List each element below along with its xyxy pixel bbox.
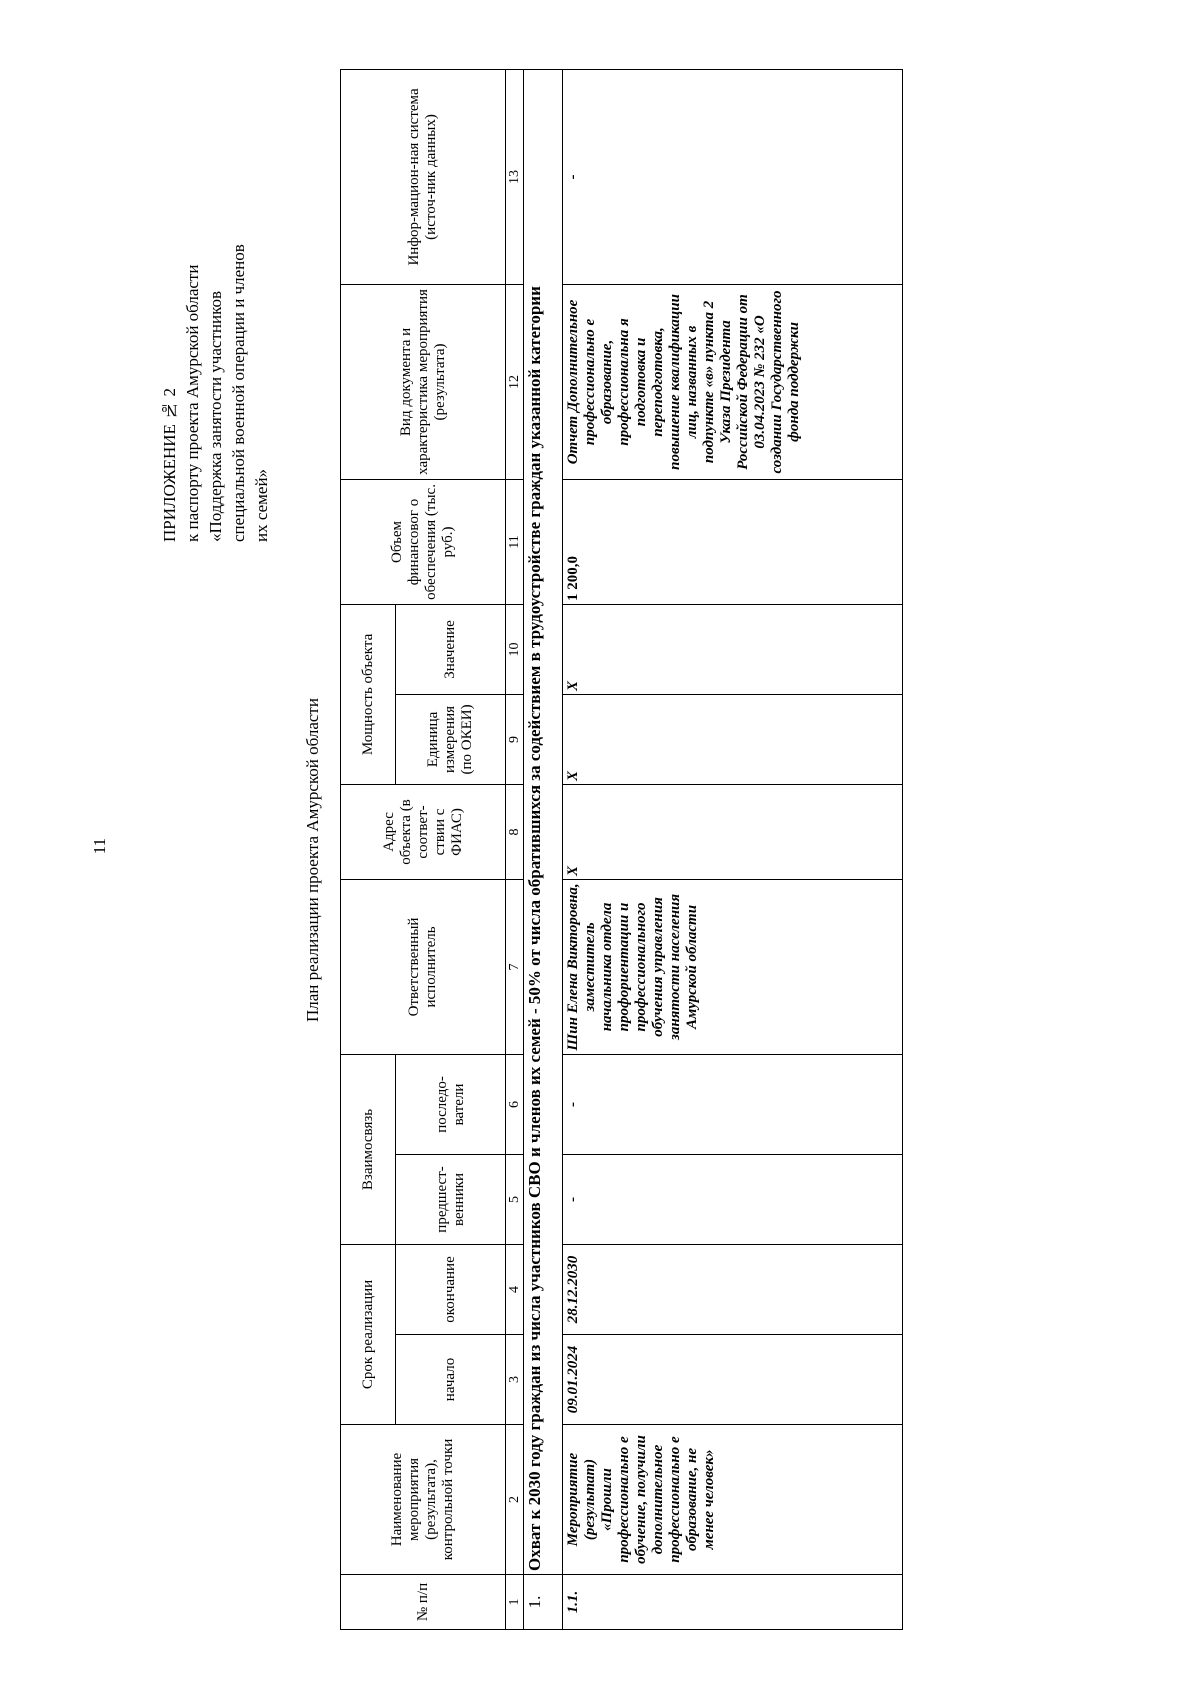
row-document: Отчет Дополнительное профессионально е образование, профессиональна я подготовка и переподготовка, повышение квалификации лиц, названных в подпункте «в» пункта 2 Указа Президента Российской Федерации от 03.04.2023 № 232 «О создании Государственного фонда поддержки: [563, 284, 903, 479]
header-finance: Объем финансовог о обеспечения (тыс. руб.): [341, 479, 506, 604]
row-unit: X: [563, 694, 903, 784]
header-responsible: Ответственный исполнитель: [341, 879, 506, 1054]
header-value: Значение: [396, 604, 506, 694]
row-start-date: 09.01.2024: [563, 1335, 903, 1425]
plan-table-wrapper: [340, 70, 1008, 1630]
header-end: окончание: [396, 1244, 506, 1334]
appendix-header: ПРИЛОЖЕНИЕ № 2 к паспорту проекта Амурской области «Поддержка занятости участников специальной военной операции и членов их семей»: [160, 244, 271, 542]
col-number: 4: [506, 1244, 524, 1334]
row-successors: -: [563, 1054, 903, 1154]
row-address: X: [563, 784, 903, 879]
header-predecessors: предшест-венники: [396, 1154, 506, 1244]
header-address: Адрес объекта (в соответ-ствии с ФИАС): [341, 784, 506, 879]
row-value: X: [563, 604, 903, 694]
header-unit: Единица измерения (по ОКЕИ): [396, 694, 506, 784]
col-number: 5: [506, 1154, 524, 1244]
row-predecessors: -: [563, 1154, 903, 1244]
header-document: Вид документа и характеристика мероприятия (результата): [341, 284, 506, 479]
header-num: № п/п: [341, 1575, 506, 1630]
col-number: 3: [506, 1335, 524, 1425]
header-period: Срок реализации: [341, 1244, 396, 1424]
header-name: Наименование мероприятия (результата), контрольной точки: [341, 1425, 506, 1575]
col-number: 7: [506, 879, 524, 1054]
col-number: 12: [506, 284, 524, 479]
row-name: Мероприятие (результат) «Прошли профессионально е обучение, получили дополнительное профессионально е образование, не менее человек»: [563, 1425, 903, 1575]
row-responsible: Шин Елена Викторовна, заместитель начальника отдела профориентации и профессионального обучения управления занятости населения Амурской области: [563, 879, 903, 1054]
row-end-date: 28.12.2030: [563, 1244, 903, 1334]
col-number: 11: [506, 479, 524, 604]
header-successors: последо-ватели: [396, 1054, 506, 1154]
page-number: 11: [90, 838, 109, 855]
col-number: 2: [506, 1425, 524, 1575]
header-start: начало: [396, 1335, 506, 1425]
col-number: 9: [506, 694, 524, 784]
row-info-system: -: [563, 69, 903, 284]
col-number: 8: [506, 784, 524, 879]
row-finance: 1 200,0: [563, 479, 903, 604]
goal-index: 1.: [524, 1575, 563, 1630]
col-number: 13: [506, 69, 524, 284]
col-number: 1: [506, 1575, 524, 1630]
plan-table: [340, 69, 903, 1630]
goal-text: Охват к 2030 году граждан из числа участников СВО и членов их семей - 50% от числа обратившихся за содействием в трудоустройстве граждан указанной категории: [524, 69, 563, 1574]
header-relation: Взаимосвязь: [341, 1054, 396, 1244]
header-info-system: Инфор-мацион-ная система (источ-ник данных): [341, 69, 506, 284]
row-index: 1.1.: [563, 1575, 903, 1630]
header-capacity: Мощность объекта: [341, 604, 396, 784]
col-number: 10: [506, 604, 524, 694]
plan-title: План реализации проекта Амурской области: [303, 698, 322, 1022]
col-number: 6: [506, 1054, 524, 1154]
